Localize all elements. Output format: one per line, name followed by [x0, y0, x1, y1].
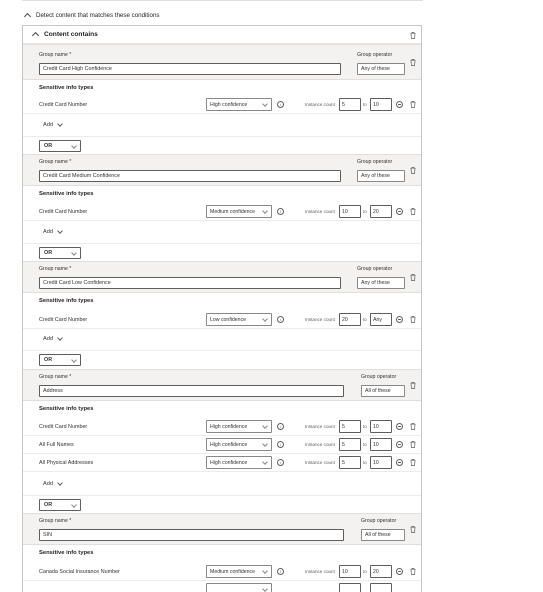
add-button[interactable]	[43, 336, 62, 342]
remove-circle-icon[interactable]	[396, 101, 403, 108]
top-divider	[22, 0, 423, 1]
add-label: Add	[43, 229, 53, 235]
sensitive-info-row	[23, 203, 421, 221]
group-name-input[interactable]: Credit Card High Confidence	[39, 63, 341, 75]
instance-min-input[interactable]: 5	[339, 438, 361, 451]
sensitive-info-row-partial	[23, 581, 421, 592]
remove-circle-icon[interactable]	[396, 208, 403, 215]
confidence-select[interactable]	[206, 313, 272, 326]
group-operator-select[interactable]: Any of these	[357, 63, 405, 75]
instance-max-input[interactable]: 20	[370, 205, 392, 218]
content-contains-header[interactable]	[23, 26, 421, 44]
to-label: to	[363, 424, 367, 429]
info-icon[interactable]: i	[277, 568, 284, 575]
sensitive-info-types-title: Sensitive info types	[39, 550, 94, 556]
group-operator-select[interactable]: Any of these	[357, 277, 405, 289]
chevron-down-icon	[262, 423, 268, 429]
chevron-down-icon	[262, 459, 268, 465]
group-operator-label: Group operator	[357, 266, 393, 272]
instance-min-input[interactable]: 5	[339, 456, 361, 469]
or-operator-select[interactable]	[39, 354, 81, 366]
group-name-input[interactable]: SIN	[39, 529, 344, 541]
group-operator-label: Group operator	[361, 518, 397, 524]
instance-count-label: Instance count	[305, 102, 335, 107]
to-label: to	[363, 317, 367, 322]
group-operator-label: Group operator	[357, 159, 393, 165]
or-row	[23, 495, 421, 513]
instance-min-input[interactable]: 5	[339, 98, 361, 111]
instance-max-input[interactable]: 20	[370, 565, 392, 578]
sensitive-info-row	[23, 311, 421, 329]
chevron-down-icon	[262, 208, 268, 214]
info-icon[interactable]: i	[277, 459, 284, 466]
remove-circle-icon[interactable]	[396, 568, 403, 575]
sensitive-info-row	[23, 436, 421, 454]
instance-count-label: Instance count	[305, 317, 335, 322]
group-name-label: Group name *	[39, 518, 72, 524]
group-operator-select[interactable]: All of these	[361, 529, 405, 541]
detect-conditions-header[interactable]	[24, 9, 159, 21]
trash-icon[interactable]	[410, 101, 416, 108]
group-header	[23, 261, 421, 293]
instance-count-label: Instance count	[305, 424, 335, 429]
group-operator-select[interactable]: Any of these	[357, 170, 405, 182]
chevron-down-icon	[71, 357, 77, 363]
confidence-value: Medium confidence	[210, 208, 255, 215]
confidence-select[interactable]	[206, 420, 272, 433]
to-label: to	[363, 569, 367, 574]
remove-circle-icon[interactable]	[396, 316, 403, 323]
detect-conditions-title: Detect content that matches these conditions	[36, 11, 160, 19]
group-name-input[interactable]: Address	[39, 385, 344, 397]
confidence-value: High confidence	[210, 101, 248, 108]
instance-min-input[interactable]: 10	[339, 565, 361, 578]
or-row	[23, 243, 421, 261]
group-operator-select[interactable]: All of these	[361, 385, 405, 397]
instance-min-input[interactable]: 10	[339, 205, 361, 218]
chevron-down-icon	[262, 101, 268, 107]
instance-max-input[interactable]: 10	[370, 456, 392, 469]
confidence-value: High confidence	[210, 423, 248, 430]
add-label: Add	[43, 336, 53, 342]
trash-icon[interactable]	[410, 459, 416, 466]
instance-count-label: Instance count	[305, 209, 335, 214]
chevron-down-icon	[71, 250, 77, 256]
or-label: OR	[44, 502, 53, 508]
trash-icon[interactable]	[410, 441, 416, 448]
sensitive-info-row	[23, 454, 421, 472]
add-button[interactable]	[43, 229, 62, 235]
confidence-value: High confidence	[210, 459, 248, 466]
confidence-select[interactable]	[206, 98, 272, 111]
or-row	[23, 136, 421, 154]
confidence-select[interactable]	[206, 205, 272, 218]
group-name-input[interactable]: Credit Card Low Confidence	[39, 277, 341, 289]
trash-icon[interactable]	[410, 167, 416, 174]
chevron-down-icon	[57, 480, 63, 486]
sit-type-name: Canada Social Insurance Number	[39, 569, 120, 575]
info-icon[interactable]: i	[277, 208, 284, 215]
group-header	[23, 154, 421, 186]
trash-icon[interactable]	[410, 316, 416, 323]
add-label: Add	[43, 122, 53, 128]
group-header	[23, 513, 421, 545]
confidence-value: Medium confidence	[210, 568, 255, 575]
confidence-select[interactable]	[206, 438, 272, 451]
to-label: to	[363, 460, 367, 465]
conditions-panel	[22, 25, 422, 592]
instance-count-label: Instance count	[305, 569, 335, 574]
sensitive-info-types-title: Sensitive info types	[39, 298, 94, 304]
content-contains-title: Content contains	[44, 31, 98, 38]
remove-circle-icon[interactable]	[396, 441, 403, 448]
group-operator-label: Group operator	[357, 52, 393, 58]
trash-icon[interactable]	[410, 208, 416, 215]
group-header	[23, 369, 421, 401]
confidence-select[interactable]	[206, 565, 272, 578]
sit-type-name: Credit Card Number	[39, 424, 88, 430]
trash-icon[interactable]	[410, 423, 416, 430]
confidence-value: Low confidence	[210, 316, 247, 323]
chevron-down-icon	[71, 502, 77, 508]
sit-type-name: All Physical Addresses	[39, 460, 94, 466]
remove-circle-icon[interactable]	[396, 459, 403, 466]
sensitive-info-types-title: Sensitive info types	[39, 85, 94, 91]
sensitive-info-row	[23, 418, 421, 436]
group-name-label: Group name *	[39, 52, 72, 58]
sit-type-name: Credit Card Number	[39, 317, 88, 323]
chevron-down-icon	[57, 121, 63, 127]
group-name-label: Group name *	[39, 374, 72, 380]
or-operator-select[interactable]	[39, 499, 81, 511]
chevron-down-icon	[57, 228, 63, 234]
group-header	[23, 44, 421, 80]
to-label: to	[363, 442, 367, 447]
chevron-down-icon	[262, 568, 268, 574]
trash-icon[interactable]	[410, 526, 416, 533]
group-name-input[interactable]: Credit Card Medium Confidence	[39, 170, 341, 182]
add-label: Add	[43, 481, 53, 487]
chevron-up-icon	[32, 32, 39, 39]
add-button[interactable]	[43, 122, 62, 128]
chevron-down-icon	[71, 143, 77, 149]
or-label: OR	[44, 143, 53, 149]
group-name-label: Group name *	[39, 159, 72, 165]
add-button[interactable]	[43, 481, 62, 487]
info-icon[interactable]: i	[277, 423, 284, 430]
trash-icon[interactable]	[410, 382, 416, 389]
instance-max-input[interactable]: 10	[370, 420, 392, 433]
sensitive-info-types-title: Sensitive info types	[39, 406, 94, 412]
or-label: OR	[44, 357, 53, 363]
trash-icon[interactable]	[410, 568, 416, 575]
to-label: to	[363, 209, 367, 214]
trash-icon[interactable]	[410, 32, 416, 39]
remove-circle-icon[interactable]	[396, 423, 403, 430]
instance-max-input[interactable]: 10	[370, 438, 392, 451]
group-name-label: Group name *	[39, 266, 72, 272]
instance-min-input[interactable]: 20	[339, 313, 361, 326]
instance-min-input[interactable]: 5	[339, 420, 361, 433]
or-label: OR	[44, 250, 53, 256]
instance-count-label: Instance count	[305, 442, 335, 447]
info-icon[interactable]: i	[277, 101, 284, 108]
info-icon[interactable]: i	[277, 441, 284, 448]
or-operator-select[interactable]	[39, 140, 81, 152]
sit-type-name: All Full Names	[39, 442, 74, 448]
confidence-value: High confidence	[210, 441, 248, 448]
chevron-down-icon	[262, 441, 268, 447]
or-operator-select[interactable]	[39, 247, 81, 259]
chevron-down-icon	[57, 335, 63, 341]
chevron-down-icon	[262, 316, 268, 322]
confidence-select[interactable]	[206, 456, 272, 469]
trash-icon[interactable]	[410, 274, 416, 281]
to-label: to	[363, 102, 367, 107]
sit-type-name: Credit Card Number	[39, 209, 88, 215]
instance-max-input[interactable]: 10	[370, 98, 392, 111]
info-icon[interactable]: i	[277, 316, 284, 323]
or-row	[23, 350, 421, 368]
group-operator-label: Group operator	[361, 374, 397, 380]
instance-max-input[interactable]: Any	[370, 313, 392, 326]
sit-type-name: Credit Card Number	[39, 102, 88, 108]
instance-count-label: Instance count	[305, 460, 335, 465]
trash-icon[interactable]	[410, 59, 416, 66]
chevron-up-icon	[24, 12, 31, 19]
sensitive-info-row	[23, 563, 421, 581]
sensitive-info-row	[23, 96, 421, 114]
sensitive-info-types-title: Sensitive info types	[39, 191, 94, 197]
